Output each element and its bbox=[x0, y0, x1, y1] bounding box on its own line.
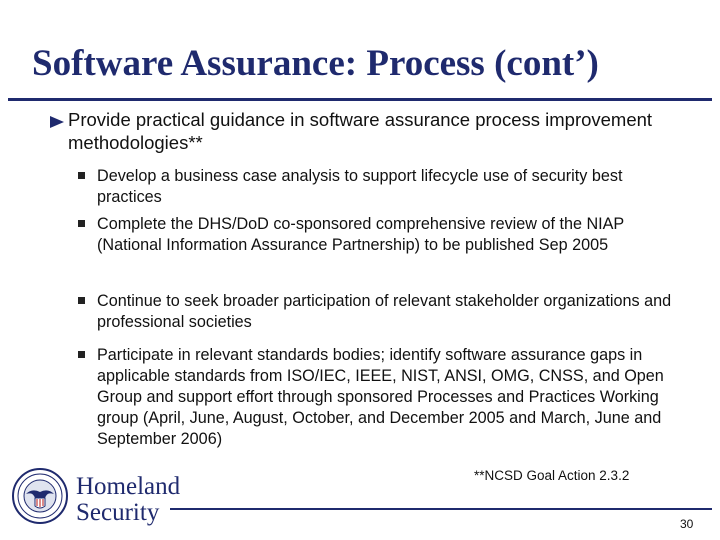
sub-bullet-item bbox=[78, 166, 678, 208]
main-bullet-text: Provide practical guidance in software assurance process improvement methodologies** bbox=[68, 109, 653, 153]
triangle-arrow-icon bbox=[50, 116, 64, 128]
main-bullet bbox=[42, 108, 662, 154]
sub-bullet-item bbox=[78, 214, 678, 256]
square-bullet-icon bbox=[78, 220, 85, 227]
sub-bullet-text: Develop a business case analysis to support lifecycle use of security best practices bbox=[97, 167, 623, 206]
title-divider bbox=[8, 98, 712, 101]
logo-line-2: Security bbox=[76, 499, 160, 526]
square-bullet-icon bbox=[78, 297, 85, 304]
square-bullet-icon bbox=[78, 172, 85, 179]
square-bullet-icon bbox=[78, 351, 85, 358]
dhs-seal-icon bbox=[12, 468, 68, 524]
sub-bullet-item bbox=[78, 345, 678, 450]
footer-divider bbox=[170, 508, 712, 510]
sub-bullet-item bbox=[78, 291, 678, 333]
footnote: **NCSD Goal Action 2.3.2 bbox=[474, 468, 630, 483]
slide-title: Software Assurance: Process (cont’) bbox=[32, 43, 599, 84]
logo-line-1: Homeland bbox=[76, 473, 181, 500]
sub-bullet-text: Complete the DHS/DoD co-sponsored comprehensive review of the NIAP (National Information Assurance Partnership) to be published Sep 2005 bbox=[97, 215, 624, 254]
sub-bullet-text: Continue to seek broader participation of relevant stakeholder organizations and professional societies bbox=[97, 292, 672, 331]
sub-bullet-text: Participate in relevant standards bodies; identify software assurance gaps in applicable standards from ISO/IEC, IEEE, NIST, ANSI, OMG, CNSS, and Open Group and support effort through sponsored Processes and Practices Working group (April, June, August, October, and December 2005 and March, June and September 2006) bbox=[97, 346, 664, 448]
homeland-security-logo bbox=[76, 474, 180, 526]
page-number: 30 bbox=[680, 517, 694, 531]
